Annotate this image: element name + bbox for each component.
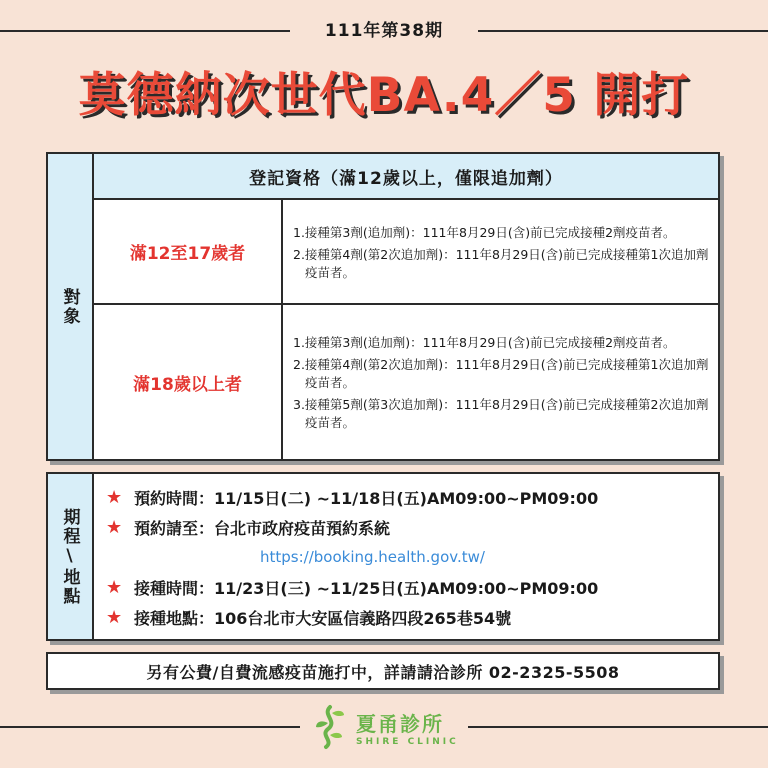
- schedule-row-vaccination-location: [106, 602, 710, 632]
- schedule-side-label-text: 期程\地點: [59, 507, 80, 606]
- schedule-row-vaccination-time: [106, 572, 710, 602]
- star-icon: ★: [106, 516, 123, 538]
- star-icon: ★: [106, 606, 123, 628]
- clinic-logo-icon: [310, 703, 350, 751]
- issue-number: 111年第38期: [324, 21, 444, 41]
- eligibility-side-label: [48, 154, 94, 459]
- eligibility-group-18-plus: [94, 305, 718, 459]
- eligibility-group-12-17: [94, 200, 718, 305]
- divider-left: [0, 30, 290, 32]
- schedule-body: [106, 482, 710, 632]
- star-icon: ★: [106, 576, 123, 598]
- schedule-label: 接種地點：: [134, 608, 215, 628]
- group-name: 滿12至17歲者: [94, 200, 283, 303]
- clinic-logo-text: [356, 708, 459, 747]
- schedule-value: 台北市政府疫苗預約系統: [214, 518, 391, 538]
- group-name: 滿18歲以上者: [94, 305, 283, 459]
- issue-header: [0, 14, 768, 46]
- eligibility-panel: [46, 152, 720, 461]
- footer: [0, 696, 768, 756]
- clinic-logo: [310, 702, 460, 752]
- divider-right: [468, 726, 768, 728]
- clinic-name-en: SHIRE CLINIC: [356, 736, 459, 747]
- eligibility-heading: 登記資格（滿12歲以上，僅限追加劑）: [94, 154, 718, 200]
- eligibility-item: 2.接種第4劑(第2次追加劑)：111年8月29日(含)前已完成接種第1次追加劑疫苗者。: [293, 246, 709, 280]
- divider-left: [0, 726, 300, 728]
- schedule-row-booking-time: [106, 482, 710, 512]
- schedule-value: 106台北市大安區信義路四段265巷54號: [214, 608, 512, 628]
- clinic-name-cn: 夏甬診所: [356, 711, 444, 736]
- group-items: [283, 200, 718, 303]
- page-title: 莫德納次世代BA.4／5 開打: [78, 68, 690, 123]
- eligibility-item: 1.接種第3劑(追加劑)：111年8月29日(含)前已完成接種2劑疫苗者。: [293, 335, 676, 350]
- eligibility-item: 3.接種第5劑(第3次追加劑)：111年8月29日(含)前已完成接種第2次追加劑疫苗者。: [293, 397, 709, 430]
- schedule-label: 預約時間：: [134, 488, 215, 508]
- schedule-panel: [46, 472, 720, 641]
- schedule-value: 11/23日(三) ~11/25日(五)AM09:00~PM09:00: [214, 578, 599, 598]
- group-items: [283, 305, 718, 459]
- schedule-label: 預約請至：: [134, 518, 215, 538]
- schedule-row-booking-system: [106, 512, 710, 542]
- eligibility-item: 2.接種第4劑(第2次追加劑)：111年8月29日(含)前已完成接種第1次追加劑疫苗者。: [293, 357, 709, 390]
- booking-url-link[interactable]: https://booking.health.gov.tw/: [260, 548, 485, 566]
- eligibility-item: 1.接種第3劑(追加劑)：111年8月29日(含)前已完成接種2劑疫苗者。: [293, 224, 676, 240]
- flu-vaccine-note: 另有公費/自費流感疫苗施打中，詳請請洽診所 02-2325-5508: [46, 652, 720, 690]
- eligibility-side-label-text: 對象: [59, 287, 80, 326]
- schedule-value: 11/15日(二) ~11/18日(五)AM09:00~PM09:00: [214, 488, 599, 508]
- divider-right: [478, 30, 768, 32]
- star-icon: ★: [106, 486, 123, 508]
- schedule-side-label: [48, 474, 94, 639]
- schedule-label: 接種時間：: [134, 578, 215, 598]
